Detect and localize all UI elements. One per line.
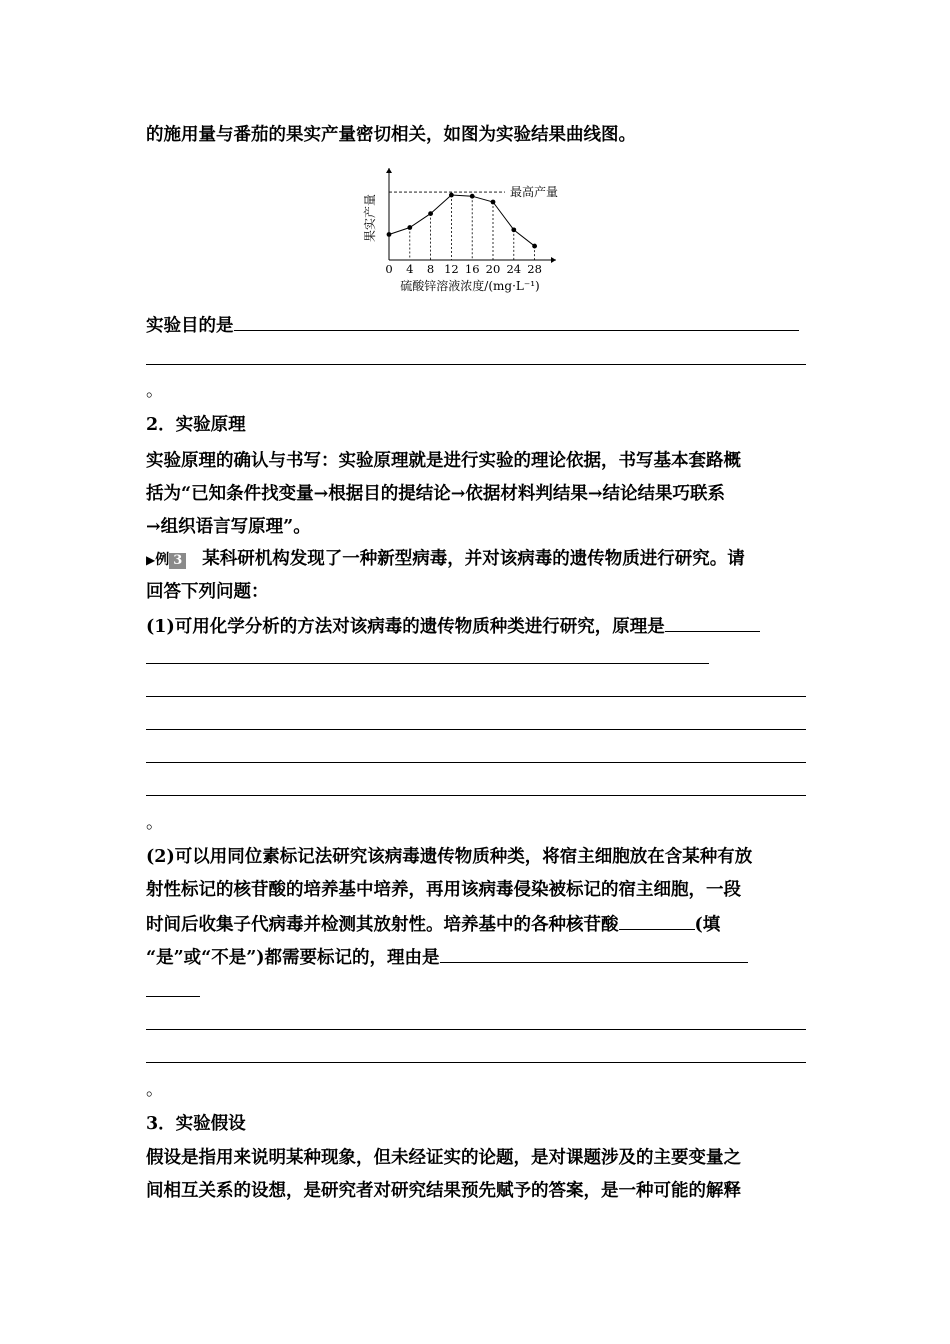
example-tag bbox=[146, 547, 186, 572]
data-point bbox=[428, 211, 433, 216]
x-tick-label: 28 bbox=[527, 262, 542, 276]
answer-line[interactable] bbox=[146, 795, 806, 796]
question-2-reason-blank[interactable] bbox=[440, 944, 748, 963]
x-tick-label: 0 bbox=[385, 262, 393, 276]
purpose-label: 实验目的是 bbox=[146, 316, 234, 336]
question-2-text: (2)可以用同位素标记法研究该病毒遗传物质种类，将宿主细胞放在含某种有放 bbox=[146, 847, 753, 867]
x-tick-label: 12 bbox=[444, 262, 459, 276]
x-tick-label: 24 bbox=[506, 262, 522, 276]
purpose-blank[interactable] bbox=[234, 312, 799, 331]
question-2-text: “是”或“不是”)都需要标记的，理由是 bbox=[146, 948, 440, 968]
purpose-line bbox=[146, 312, 806, 338]
answer-line[interactable] bbox=[146, 663, 709, 664]
data-point bbox=[407, 225, 412, 230]
section-3-body: 间相互关系的设想，是研究者对研究结果预先赋予的答案，是一种可能的解释 bbox=[146, 1181, 741, 1201]
yield-chart bbox=[360, 160, 580, 300]
y-axis-arrow bbox=[386, 168, 392, 173]
question-2-line bbox=[146, 944, 806, 970]
answer-line[interactable] bbox=[146, 1029, 806, 1030]
play-arrow-icon: ▶ bbox=[146, 553, 156, 567]
y-axis-label: 果实产量 bbox=[363, 193, 377, 243]
x-axis-label: 硫酸锌溶液浓度/(mg·L⁻¹) bbox=[400, 279, 540, 293]
answer-line[interactable] bbox=[146, 1062, 806, 1063]
series-line bbox=[389, 195, 535, 246]
end-mark: 。 bbox=[146, 381, 164, 401]
question-2-text: (填 bbox=[694, 915, 721, 935]
question-2-text: 时间后收集子代病毒并检测其放射性。培养基中的各种核苷酸 bbox=[146, 915, 619, 935]
question-1 bbox=[146, 613, 806, 639]
x-tick-label: 8 bbox=[426, 262, 435, 276]
answer-line[interactable] bbox=[146, 762, 806, 763]
question-1-blank[interactable] bbox=[665, 613, 760, 632]
max-yield-annotation: 最高产量 bbox=[510, 185, 559, 200]
section-3-body: 假设是指用来说明某种现象，但未经证实的论题，是对课题涉及的主要变量之 bbox=[146, 1148, 741, 1168]
section-2-body: 括为“已知条件找变量→根据目的提结论→依据材料判结果→结论结果巧联系 bbox=[146, 484, 726, 504]
example-text: 回答下列问题： bbox=[146, 582, 269, 602]
answer-line[interactable] bbox=[146, 696, 806, 697]
data-point bbox=[387, 232, 392, 237]
end-mark: 。 bbox=[146, 1080, 164, 1100]
section-2-title: 2．实验原理 bbox=[146, 415, 246, 435]
answer-line[interactable] bbox=[146, 996, 200, 997]
question-2-text: 射性标记的核苷酸的培养基中培养，再用该病毒侵染被标记的宿主细胞，一段 bbox=[146, 880, 741, 900]
x-axis-arrow bbox=[551, 257, 556, 263]
section-2-body: 实验原理的确认与书写：实验原理就是进行实验的理论依据，书写基本套路概 bbox=[146, 451, 741, 471]
x-tick-label: 20 bbox=[485, 262, 501, 276]
x-tick-label: 4 bbox=[406, 262, 414, 276]
example-number: 3 bbox=[169, 553, 186, 569]
answer-line[interactable] bbox=[146, 729, 806, 730]
x-tick-label: 16 bbox=[464, 262, 480, 276]
answer-line[interactable] bbox=[146, 364, 806, 365]
example-label: 例 bbox=[155, 552, 170, 568]
section-3-title: 3．实验假设 bbox=[146, 1114, 246, 1134]
section-2-body: →组织语言写原理”。 bbox=[146, 517, 311, 537]
data-point bbox=[449, 193, 454, 198]
data-point bbox=[532, 244, 537, 249]
data-point bbox=[511, 227, 516, 232]
intro-text: 的施用量与番茄的果实产量密切相关，如图为实验结果曲线图。 bbox=[146, 125, 636, 145]
end-mark: 。 bbox=[146, 813, 164, 833]
example-line bbox=[146, 547, 806, 572]
data-point bbox=[470, 194, 475, 199]
data-point bbox=[491, 200, 496, 205]
example-text: 某科研机构发现了一种新型病毒，并对该病毒的遗传物质进行研究。请 bbox=[202, 549, 745, 569]
question-1-text: (1)可用化学分析的方法对该病毒的遗传物质种类进行研究，原理是 bbox=[146, 617, 665, 637]
question-2-blank[interactable] bbox=[619, 911, 695, 930]
question-2-line bbox=[146, 911, 806, 937]
